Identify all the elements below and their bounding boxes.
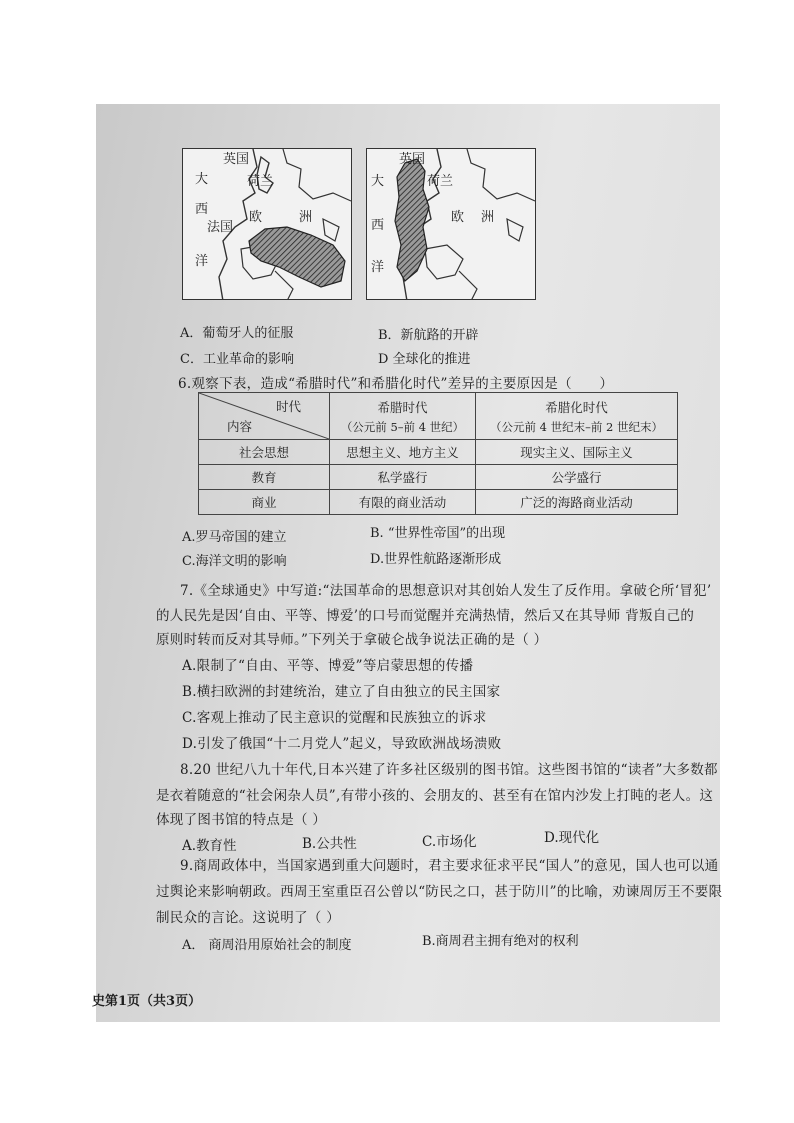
- q7-line-3: 原则时转而反对其导师。”下列关于拿破仑战争说法正确的是（ ）: [156, 632, 548, 648]
- q7-option-b: B.横扫欧洲的封建统治，建立了自由独立的民主国家: [182, 684, 501, 700]
- map-left-label-netherlands: 荷兰: [247, 174, 274, 189]
- q6-row2-label: 教育: [199, 465, 330, 490]
- q8-option-b: B.公共性: [302, 836, 357, 852]
- q6-col1-header: [330, 393, 476, 440]
- map-left-label-ou: 欧: [249, 210, 263, 225]
- q8-option-a: A.教育性: [182, 838, 237, 854]
- table-row: [199, 465, 678, 490]
- q6-row2-c1: 私学盛行: [330, 465, 476, 490]
- map-right-label-netherlands: 荷兰: [427, 174, 454, 189]
- q9-option-a: A． 商周沿用原始社会的制度: [182, 938, 352, 953]
- q6-option-a: A.罗马帝国的建立: [182, 530, 287, 545]
- q9-line-3: 制民众的言论。这说明了（ ）: [156, 910, 340, 926]
- page-footer: 史第1页（共3页）: [92, 994, 202, 1009]
- q8-line-2: 是衣着随意的“社会闲杂人员”,有带小孩的、会朋友的、甚至有在馆内沙发上打盹的老人。这: [156, 788, 714, 804]
- q7-line-2: 的人民先是因‘自由、平等、博爱’的口号而觉醒并充满热情，然后又在其导师 背叛自己的: [156, 608, 695, 624]
- q6-col2-sub: （公元前 4 世纪末–前 2 世纪末）: [489, 419, 663, 434]
- table-row: [199, 490, 678, 515]
- q6-row1-c2: 现实主义、国际主义: [476, 440, 678, 465]
- q9-line-1: 9.商周政体中，当国家遇到重大问题时，君主要求征求平民“国人”的意见，国人也可以通: [180, 858, 719, 874]
- map-right-label-yang: 洋: [371, 260, 385, 275]
- q8-line-1: 8.20 世纪八九十年代,日本兴建了许多社区级别的图书馆。这些图书馆的“读者”大多数都: [180, 762, 718, 778]
- q6-diag-bottom: 内容: [227, 419, 253, 434]
- q6-row2-c2: 公学盛行: [476, 465, 678, 490]
- q6-row3-c1: 有限的商业活动: [330, 490, 476, 515]
- map-right: [366, 148, 536, 300]
- table-row: [199, 440, 678, 465]
- q6-row1-label: 社会思想: [199, 440, 330, 465]
- map-left-label-yang: 洋: [195, 254, 209, 269]
- q6-col2-header: [476, 393, 678, 440]
- q7-line-1: 7.《全球通史》中写道:“法国革命的思想意识对其创始人发生了反作用。拿破仑所‘冒犯’: [180, 583, 712, 599]
- map-right-label-da: 大: [371, 174, 385, 189]
- q6-diag-top: 时代: [275, 399, 301, 414]
- map-right-label-ou: 欧: [451, 210, 465, 225]
- map-left-label-france: 法国: [207, 220, 234, 235]
- map-left-label-xi: 西: [195, 202, 209, 217]
- q8-line-3: 体现了图书馆的特点是（ ）: [156, 812, 327, 828]
- q5-option-d: D 全球化的推进: [378, 352, 471, 367]
- q6-table: [198, 392, 678, 515]
- q6-row1-c1: 思想主义、地方主义: [330, 440, 476, 465]
- q5-option-a: A．葡萄牙人的征服: [180, 326, 294, 341]
- map-left-label-da: 大: [195, 172, 209, 187]
- q9-option-b: B.商周君主拥有绝对的权利: [422, 934, 579, 949]
- q7-option-a: A.限制了“自由、平等、博爱”等启蒙思想的传播: [182, 658, 474, 674]
- q6-col1-sub: （公元前 5–前 4 世纪）: [340, 419, 465, 434]
- q5-option-c: C．工业革命的影响: [180, 352, 294, 367]
- diagonal-line: [199, 393, 329, 439]
- q7-option-c: C.客观上推动了民主意识的觉醒和民族独立的诉求: [182, 710, 487, 726]
- q6-row3-c2: 广泛的海路商业活动: [476, 490, 678, 515]
- map-left-label-england: 英国: [223, 152, 250, 167]
- exam-page: [96, 104, 723, 1022]
- q6-col1-title: 希腊时代: [377, 399, 428, 415]
- map-right-label-england: 英国: [399, 152, 426, 167]
- q8-option-c: C.市场化: [422, 834, 477, 850]
- q9-line-2: 过舆论来影响朝政。西周王室重臣召公曾以“防民之口，甚于防川”的比喻，劝谏周厉王不要限: [156, 884, 723, 900]
- q6-table-diagonal-header: [199, 393, 330, 440]
- map-left-label-zhou: 洲: [299, 210, 313, 225]
- q6-option-d: D.世界性航路逐渐形成: [370, 552, 502, 567]
- map-right-label-xi: 西: [371, 218, 385, 233]
- map-right-label-zhou: 洲: [481, 210, 495, 225]
- q5-option-b: B．新航路的开辟: [378, 328, 479, 343]
- q6-stem: 6.观察下表，造成“希腊时代”和希腊化时代”差异的主要原因是（ ）: [178, 376, 614, 392]
- q6-row3-label: 商业: [199, 490, 330, 515]
- q6-option-b: B. “世界性帝国”的出现: [370, 526, 506, 541]
- q6-option-c: C.海洋文明的影响: [182, 554, 287, 569]
- q8-option-d: D.现代化: [544, 830, 600, 846]
- q7-option-d: D.引发了俄国“十二月党人”起义，导致欧洲战场溃败: [182, 736, 502, 752]
- q6-col2-title: 希腊化时代: [545, 399, 608, 415]
- map-left: [182, 148, 352, 300]
